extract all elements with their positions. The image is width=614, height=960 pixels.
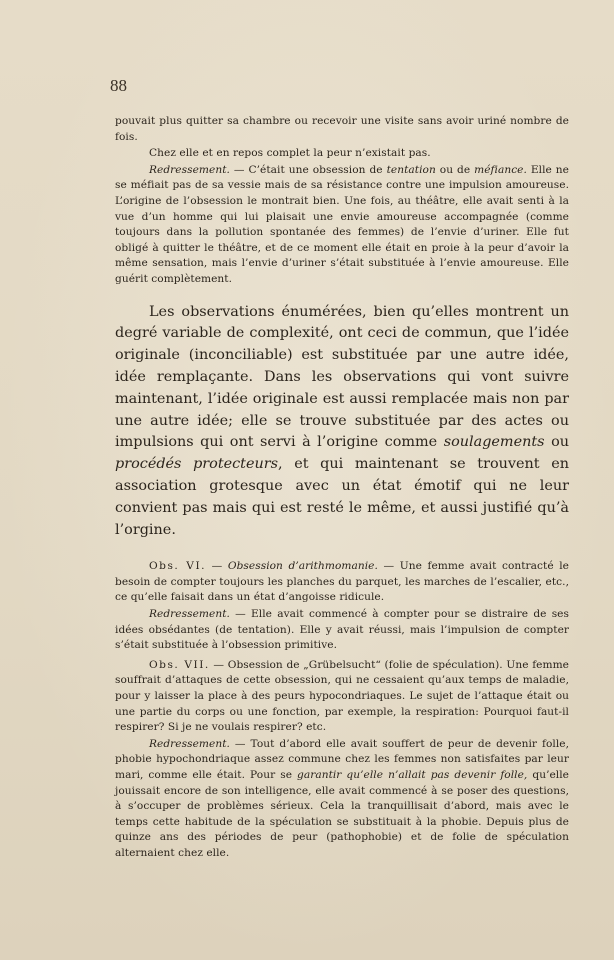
text-run: — Elle avait commencé à compter pour se distraire de ses idées obsédantes (de tentation). Elle y avait réussi, mais l’impulsion de compter s’était substituée à l’obsession primitive.	[115, 608, 569, 652]
paragraph-continuation: pouvait plus quitter sa chambre ou recevoir une visite sans avoir uriné nombre de fois.	[115, 115, 569, 143]
text-run: Elle ne se méfiait pas de sa vessie mais de sa résistance contre une impulsion amoureuse. L’origine de l’obsession le montrait bien. Une fois, au théâtre, elle avait senti à la vue d’un homme qui lui plaisait une envie amoureuse accompagnée (comme toujours dans la pollution spontanée des femmes) de l’envie d’uriner. Elle fut obligé à quitter le théâtre, et de ce moment elle était en proie à la peur d’avoir la même sensation, mais l’envie d’uriner s’était substituée à l’envie amoureuse. Elle guérit complètement.	[115, 163, 569, 285]
observation-continuation	[115, 114, 569, 288]
text-run: ou de	[435, 163, 475, 176]
paragraph-chez-elle: Chez elle et en repos complet la peur n’existait pas.	[149, 147, 431, 160]
paragraph-redressement-6	[115, 607, 569, 654]
italic-term: garantir qu’elle n’allait pas devenir folle,	[297, 769, 528, 782]
text-run: , et qui maintenant se trouvent en association grotesque avec un état émotif qui ne leur convient pas mais qui est resté le même, et aussi justifié qu’à l’orgine.	[115, 456, 569, 538]
text-run: — Une femme avait contracté le besoin de compter toujours les planches du parquet, les marches de l’escalier, etc., ce qu’elle faisait dans un état d’angoisse ridicule.	[115, 560, 569, 604]
text-run: Les observations énumérées, bien qu’elles montrent un degré variable de complexité, ont ceci de commun, que l’idée originale (inconciliable) est substituée par une autre idée, idée remplaçante. Dans les observations qui vont suivre maintenant, l’idée originale est aussi remplacée mais non par une autre idée; elle se trouve substituée par des actes ou impulsions qui ont servi à l’origine comme	[115, 303, 569, 451]
main-paragraph	[115, 302, 569, 542]
text-run: ou	[544, 434, 569, 451]
text-run: —	[206, 560, 228, 573]
italic-term: tentation	[386, 163, 436, 176]
paragraph-obs-7	[115, 658, 569, 736]
obs-label: Obs. VI.	[149, 560, 207, 573]
text-run: — Obsession de „Grübelsucht“ (folie de spéculation). Une femme souffrait d’attaques de cette obsession, qui ne cessaient qu’aux temps de maladie, pour y laisser la place à des peurs hypocondriaques. Le sujet de l’attaque était ou une partie du corps ou une fonction, par exemple, la respiration: Pourquoi faut-il respirer? Si je ne voulais respirer? etc.	[115, 658, 569, 734]
paragraph-obs-6	[115, 559, 569, 606]
page-number: 88	[110, 76, 127, 95]
italic-term: méfiance.	[474, 163, 527, 176]
redressement-label: Redressement.	[149, 737, 230, 750]
observations-block	[115, 559, 569, 861]
text-run: — Tout d’abord elle avait souffert de peur de devenir folle, phobie hypochondriaque assez commune chez les femmes non satisfaites par leur mari, comme elle était. Pour se	[115, 737, 569, 782]
redressement-label: Redressement.	[149, 608, 230, 621]
italic-term: procédés protecteurs	[115, 456, 279, 473]
paragraph-redressement-1	[115, 163, 569, 288]
obs-label: Obs. VII.	[149, 658, 210, 671]
redressement-label: Redressement.	[149, 163, 230, 176]
paragraph-redressement-7	[115, 737, 569, 862]
obs-title: Obsession d’arithmomanie.	[227, 560, 378, 573]
italic-term: soulagements	[443, 434, 545, 451]
page-body	[115, 114, 569, 862]
text-run: — C’était une obsession de	[229, 163, 387, 176]
text-run: qu’elle jouissait encore de son intelligence, elle avait commencé à se poser des questions, à s’occuper de problèmes sérieux. Cela la tranquillisait d’abord, mais avec le temps cette habitude de la spéculation se substituait à la phobie. Depuis plus de quinze ans des périodes de peur (pathophobie) et de folie de spéculation alternaient chez elle.	[115, 769, 569, 859]
main-paragraph-block	[115, 302, 569, 542]
